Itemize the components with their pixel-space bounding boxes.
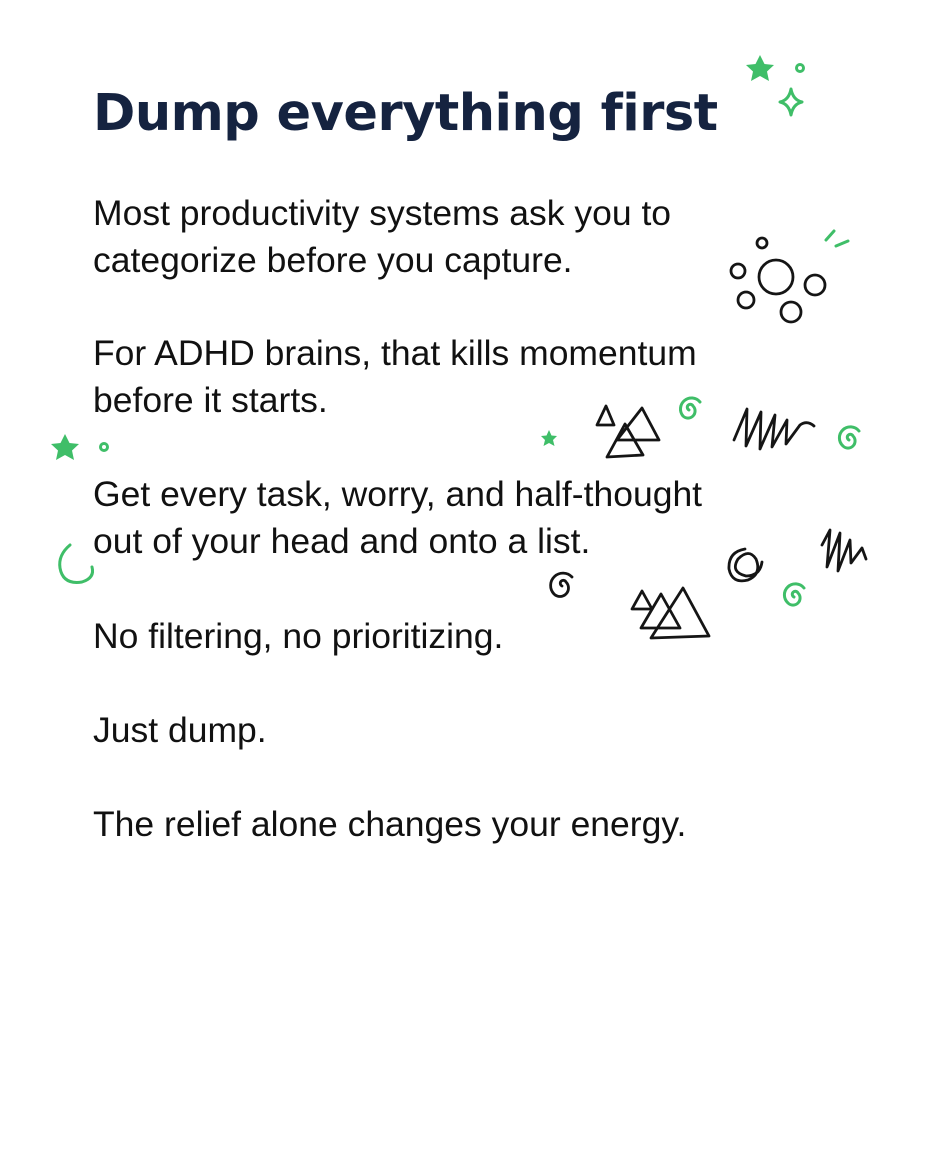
curl-icon	[60, 545, 93, 582]
scribble-icon	[822, 530, 866, 571]
paragraph-2	[93, 330, 697, 424]
spiral-icon	[784, 584, 804, 605]
star-icon	[51, 434, 79, 460]
paragraph-line: Get every task, worry, and half-thought	[93, 474, 703, 514]
dash-icon	[826, 231, 848, 246]
paragraph-line: No filtering, no prioritizing.	[93, 616, 504, 656]
loops-icon	[729, 549, 762, 581]
spiral-icon	[551, 573, 572, 596]
dot-icon	[797, 65, 804, 72]
paragraph-line: The relief alone changes your energy.	[93, 804, 687, 844]
paragraph-line: before it starts.	[93, 380, 328, 420]
paragraph-5	[93, 707, 267, 754]
paragraph-line: Just dump.	[93, 710, 267, 750]
dot-icon	[101, 444, 108, 451]
slide-title: Dump everything first	[93, 84, 718, 143]
paragraph-4	[93, 613, 503, 660]
scribble-icon	[734, 409, 814, 449]
paragraph-line: For ADHD brains, that kills momentum	[93, 333, 697, 373]
spiral-icon	[839, 427, 859, 448]
bubbles-icon	[731, 238, 825, 322]
paragraph-3	[93, 471, 702, 565]
paragraph-1	[93, 190, 671, 284]
paragraph-line: categorize before you capture.	[93, 240, 573, 280]
paragraph-line: out of your head and onto a list.	[93, 521, 591, 561]
star-icon	[541, 430, 557, 446]
paragraph-6	[93, 801, 686, 848]
sparkle-icon	[780, 89, 802, 115]
triangles-icon	[632, 588, 709, 638]
paragraph-line: Most productivity systems ask you to	[93, 193, 672, 233]
star-icon	[746, 55, 774, 81]
